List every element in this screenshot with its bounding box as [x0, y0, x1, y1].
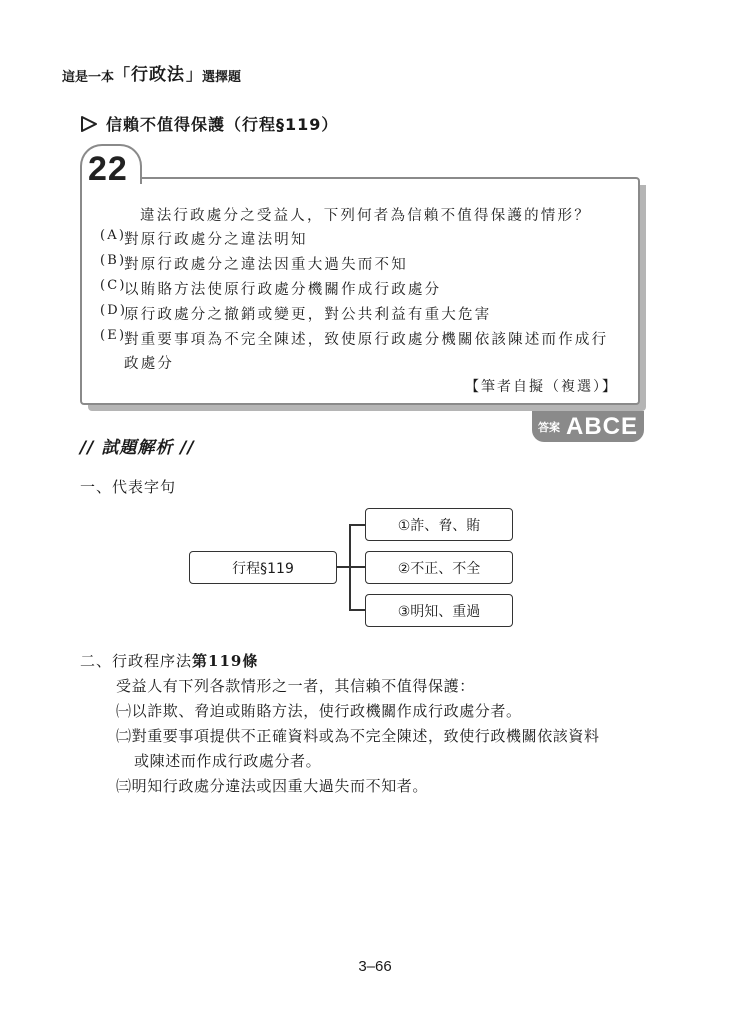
question-number: 22 — [88, 150, 128, 188]
option-label: (D) — [100, 303, 128, 318]
option-label: (E) — [100, 328, 127, 343]
question-stem: 違法行政處分之受益人，下列何者為信賴不值得保護的情形？ — [140, 208, 591, 224]
section2-item-2 — [116, 725, 600, 746]
option-text: 對重要事項為不完全陳述，致使原行政處分機關依該陳述而作成行 — [124, 332, 609, 348]
header-suffix: 選擇題 — [202, 70, 242, 85]
page-number: 3–66 — [358, 958, 392, 975]
option-text: 對原行政處分之違法因重大過失而不知 — [124, 257, 408, 273]
play-triangle-icon — [80, 115, 98, 133]
connector-line — [349, 609, 365, 611]
option-e — [100, 328, 608, 349]
diagram-center-box: 行程§119 — [189, 551, 337, 584]
option-b — [100, 253, 408, 274]
option-label: (C) — [100, 278, 127, 293]
section2-title — [80, 650, 258, 671]
option-e-continuation: 政處分 — [124, 356, 175, 372]
section1-title: 一、代表字句 — [80, 478, 177, 496]
header-bracket-open: 「 — [114, 65, 131, 84]
item-number: ㈠ — [116, 702, 132, 720]
option-label: (A) — [100, 228, 127, 243]
connector-line — [349, 566, 365, 568]
option-c — [100, 278, 441, 299]
item-number: ㈡ — [116, 727, 132, 745]
header-book-title: 行政法 — [131, 65, 186, 85]
section2-item-1 — [116, 700, 522, 721]
item-text: 對重要事項提供不正確資料或為不完全陳述，致使行政機關依該資料 — [131, 727, 600, 745]
connector-line — [349, 524, 365, 526]
diagram-branch-box: ②不正、不全 — [365, 551, 513, 584]
answer-value: ABCE — [565, 412, 638, 440]
section2-title-article: 第119條 — [192, 652, 259, 670]
answer-tab — [532, 411, 644, 442]
item-text: 明知行政處分違法或因重大過失而不知者。 — [131, 777, 429, 795]
topic-heading — [80, 112, 338, 135]
section2-item-2-continuation: 或陳述而作成行政處分者。 — [134, 752, 322, 770]
question-source: 【筆者自擬（複選）】 — [465, 379, 618, 395]
header-prefix: 這是一本 — [62, 70, 115, 85]
option-text: 對原行政處分之違法明知 — [124, 232, 308, 248]
connector-line — [349, 524, 351, 610]
option-a — [100, 228, 308, 249]
option-d — [100, 303, 491, 324]
connector-line — [337, 566, 350, 568]
section2-title-prefix: 二、行政程序法 — [80, 652, 193, 670]
answer-label: 答案 — [537, 420, 560, 434]
analysis-heading: // 試題解析 // — [80, 438, 195, 458]
diagram-branch-box: ①詐、脅、賄 — [365, 508, 513, 541]
diagram-branch-box: ③明知、重過 — [365, 594, 513, 627]
option-text: 原行政處分之撤銷或變更，對公共利益有重大危害 — [124, 307, 492, 323]
topic-label: 信賴不值得保護（行程§119） — [106, 115, 339, 134]
section2-item-3 — [116, 775, 428, 796]
section2-intro: 受益人有下列各款情形之一者，其信賴不值得保護： — [116, 677, 475, 695]
header-bracket-close: 」 — [186, 65, 203, 84]
option-label: (B) — [100, 253, 127, 268]
running-header — [62, 60, 241, 85]
item-text: 以詐欺、脅迫或賄賂方法，使行政機關作成行政處分者。 — [131, 702, 522, 720]
option-text: 以賄賂方法使原行政處分機關作成行政處分 — [124, 282, 442, 298]
item-number: ㈢ — [116, 777, 132, 795]
